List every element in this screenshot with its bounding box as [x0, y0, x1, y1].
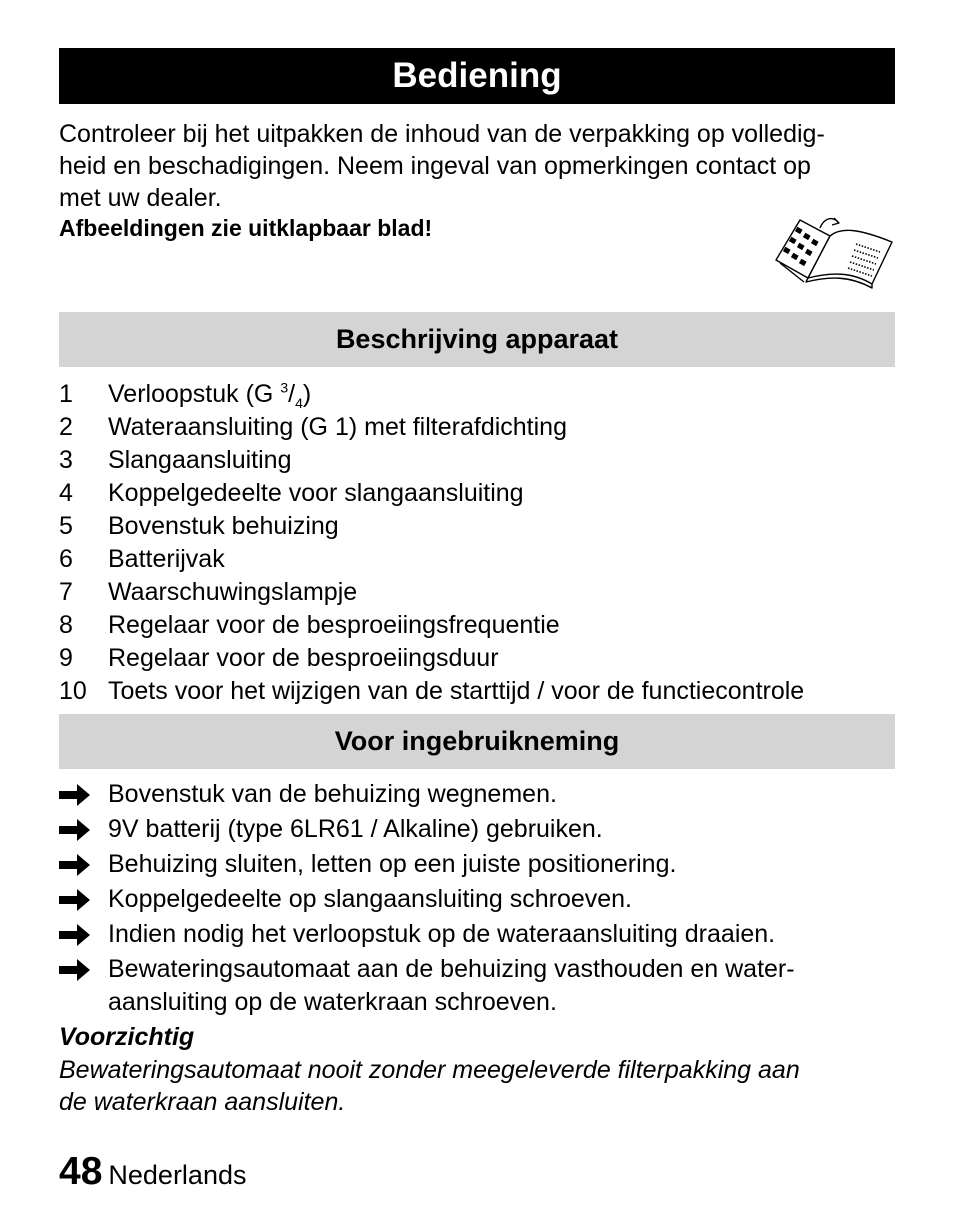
parts-list [59, 378, 939, 708]
list-item [59, 543, 939, 576]
arrow-right-icon [59, 848, 108, 881]
item-text: Regelaar voor de besproeiingsduur [108, 644, 499, 672]
caution-heading: Voorzichtig [59, 1023, 195, 1051]
list-item [59, 510, 939, 543]
caution-line: Bewateringsautomaat nooit zonder meegeleverde filterpakking aan [59, 1056, 800, 1084]
item-number: 8 [59, 611, 73, 639]
item-text: Waarschuwingslampje [108, 578, 358, 606]
intro-line: Controleer bij het uitpakken de inhoud van de verpakking op volledig- [59, 120, 825, 148]
item-number: 5 [59, 512, 73, 540]
item-text: Verloopstuk (G $^3/_4$) [108, 379, 312, 411]
item-number: 2 [59, 413, 73, 441]
section-heading-description: Beschrijving apparaat [59, 312, 895, 367]
list-item [59, 778, 909, 811]
foldout-book-icon [770, 212, 896, 290]
step-text: 9V batterij (type 6LR61 / Alkaline) gebruiken. [108, 815, 603, 843]
page-footer [59, 1150, 246, 1194]
list-item [59, 477, 939, 510]
intro-line: met uw dealer. [59, 184, 222, 212]
list-item [59, 675, 939, 708]
foldout-note: Afbeeldingen zie uitklapbaar blad! [59, 215, 433, 241]
fraction-numerator: 3 [280, 379, 289, 396]
list-item [59, 609, 939, 642]
item-number: 6 [59, 545, 73, 573]
fraction-denominator: 4 [295, 395, 303, 411]
step-text: Koppelgedeelte op slangaansluiting schroeven. [108, 885, 632, 913]
list-item [59, 918, 909, 951]
language-label: Nederlands [108, 1160, 247, 1190]
item-number: 1 [59, 380, 73, 408]
item-number: 4 [59, 479, 73, 507]
item-number: 9 [59, 644, 73, 672]
page-title: Bediening [59, 48, 895, 104]
list-item [59, 642, 939, 675]
arrow-right-icon [59, 918, 108, 951]
arrow-right-icon [59, 953, 108, 1019]
list-item [59, 848, 909, 881]
item-number: 10 [59, 677, 87, 705]
arrow-right-icon [59, 778, 108, 811]
item-number: 3 [59, 446, 73, 474]
list-item [59, 444, 939, 477]
step-text: Bovenstuk van de behuizing wegnemen. [108, 780, 557, 808]
intro-paragraph [59, 118, 909, 214]
item-text: Bovenstuk behuizing [108, 512, 339, 540]
arrow-right-icon [59, 813, 108, 846]
list-item [59, 411, 939, 444]
list-item [59, 953, 909, 1019]
intro-line: heid en beschadigingen. Neem ingeval van opmerkingen contact op [59, 152, 811, 180]
arrow-right-icon [59, 883, 108, 916]
page-number: 48 [59, 1150, 103, 1193]
item-text: Koppelgedeelte voor slangaansluiting [108, 479, 524, 507]
item-text: Wateraansluiting (G 1) met filterafdichting [108, 413, 567, 441]
list-item [59, 378, 939, 411]
item-number: 7 [59, 578, 73, 606]
step-text: Behuizing sluiten, letten op een juiste positionering. [108, 850, 677, 878]
item-text: Slangaansluiting [108, 446, 292, 474]
item-text: Regelaar voor de besproeiingsfrequentie [108, 611, 560, 639]
setup-steps [59, 778, 909, 1021]
step-text: Bewateringsautomaat aan de behuizing vasthouden en water- aansluiting op de waterkraan schroeven. [108, 955, 795, 1016]
section-heading-setup: Voor ingebruikneming [59, 714, 895, 769]
list-item [59, 813, 909, 846]
step-text: Indien nodig het verloopstuk op de wateraansluiting draaien. [108, 920, 776, 948]
item-text: Toets voor het wijzigen van de starttijd / voor de functiecontrole [108, 677, 805, 705]
list-item [59, 576, 939, 609]
caution-line: de waterkraan aansluiten. [59, 1088, 346, 1116]
item-text: Batterijvak [108, 545, 225, 573]
caution-text [59, 1054, 909, 1118]
list-item [59, 883, 909, 916]
